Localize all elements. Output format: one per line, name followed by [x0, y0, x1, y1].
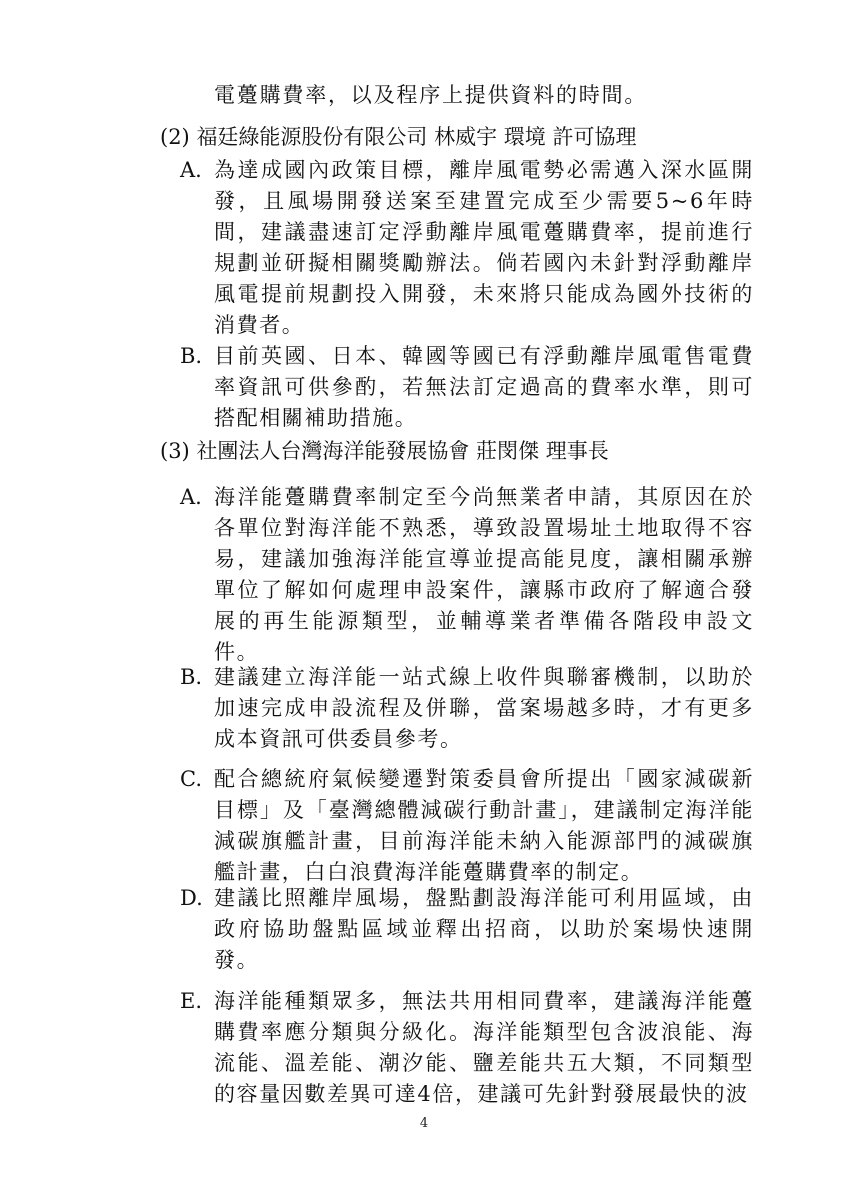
item-label: A. — [180, 158, 202, 182]
item-text: 建議比照離岸風場，盤點劃設海洋能可利用區域，由政府協助盤點區域並釋出招商，以助於案場快速開發。 — [214, 886, 754, 972]
section-title: 福廷綠能源股份有限公司 林威宇 環境 許可協理 — [196, 125, 637, 149]
item-label: D. — [180, 886, 203, 910]
item-label: E. — [180, 989, 203, 1013]
item-text: 配合總統府氣候變遷對策委員會所提出「國家減碳新目標」及「臺灣總體減碳行動計畫」，建議制定海洋能減碳旗艦計畫，目前海洋能未納入能源部門的減碳旗艦計畫，白白浪費海洋能躉購費率的制定。 — [214, 767, 754, 884]
item-text: 海洋能躉購費率制定至今尚無業者申請，其原因在於各單位對海洋能不熟悉，導致設置場址土地取得不容易，建議加強海洋能宣導並提高能見度，讓相關承辦單位了解如何處理申設案件，讓縣市政府了解適合發展的再生能源類型，並輔導業者準備各階段申設文件。 — [214, 485, 754, 664]
item-text: 海洋能種類眾多，無法共用相同費率，建議海洋能躉購費率應分類與分級化。海洋能類型包含波浪能、海流能、溫差能、潮汐能、鹽差能共五大類，不同類型的容量因數差異可達4倍，建議可先針對發展最快的波 — [214, 989, 754, 1106]
page-number: 4 — [419, 1116, 429, 1131]
item-label: A. — [180, 485, 202, 509]
section-number: (2) — [160, 125, 190, 149]
item-label: B. — [180, 344, 203, 368]
section-number: (3) — [160, 439, 190, 463]
section-heading — [160, 436, 609, 466]
section-title: 社團法人台灣海洋能發展協會 莊閔傑 理事長 — [196, 439, 609, 463]
section-heading — [160, 122, 636, 152]
item-text: 目前英國、日本、韓國等國已有浮動離岸風電售電費率資訊可供參酌，若無法訂定過高的費率水準，則可搭配相關補助措施。 — [214, 344, 754, 430]
item-label: C. — [180, 767, 202, 791]
item-text: 為達成國內政策目標，離岸風電勢必需邁入深水區開發，且風場開發送案至建置完成至少需要5~6年時間，建議盡速訂定浮動離岸風電躉購費率，提前進行規劃並研擬相關獎勵辦法。倘若國內未針對浮動離岸風電提前規劃投入開發，未來將只能成為國外技術的消費者。 — [214, 158, 754, 337]
item-label: B. — [180, 665, 203, 689]
item-text: 建議建立海洋能一站式線上收件與聯審機制，以助於加速完成申設流程及併聯，當案場越多時，才有更多成本資訊可供委員參考。 — [214, 665, 754, 751]
continuation-text: 電躉購費率，以及程序上提供資料的時間。 — [214, 83, 648, 107]
